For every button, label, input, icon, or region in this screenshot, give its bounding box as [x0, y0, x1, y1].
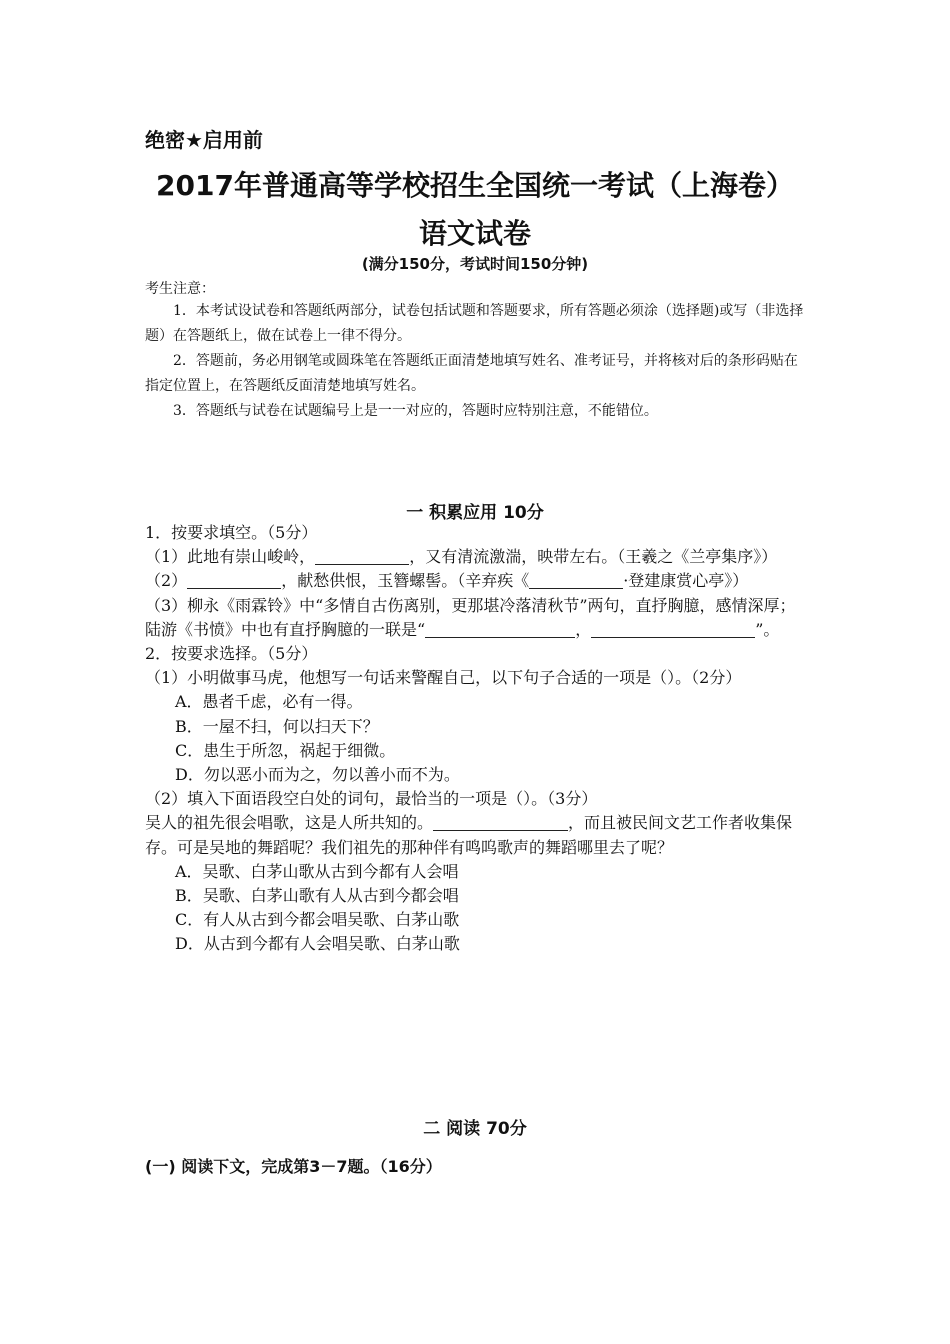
option-a: A．愚者千虑，必有一得。	[175, 692, 363, 712]
option-d: D．从古到今都有人会唱吴歌、白茅山歌	[175, 934, 460, 954]
option-a: A．吴歌、白茅山歌从古到今都有人会唱	[175, 861, 459, 881]
fill-blank	[187, 572, 281, 589]
fill-blank	[425, 621, 575, 638]
question-1-part-1: （1）此地有崇山峻岭， ，又有清流激湍，映带左右。（王羲之《兰亭集序》）	[145, 547, 778, 567]
section-title-accumulation: 一 积累应用 10分	[406, 503, 544, 523]
question-2-passage: 吴人的祖先很会唱歌，这是人所共知的。 ，而且被民间文艺工作者收集保存。可是吴地的舞蹈呢？我们祖先的那种伴有鸣呜歌声的舞蹈哪里去了呢？	[145, 813, 793, 857]
question-1-stem: 1．按要求填空。（5分）	[145, 523, 318, 542]
option-d: D．勿以恶小而为之，勿以善小而不为。	[175, 765, 460, 785]
option-c: C．有人从古到今都会唱吴歌、白茅山歌	[175, 910, 460, 930]
secret-label: 绝密★启用前	[145, 128, 263, 152]
fill-blank	[529, 572, 623, 589]
option-c: C．患生于所忽，祸起于细微。	[175, 740, 396, 760]
question-2-stem: 2．按要求选择。（5分）	[145, 644, 318, 664]
notice-item: 1．本考试设试卷和答题纸两部分，试卷包括试题和答题要求，所有答题必须涂（选择题)或写（非选择题）在答题纸上，做在试卷上一律不得分。	[145, 303, 804, 344]
question-2-sub-1: （1）小明做事马虎，他想写一句话来警醒自己，以下句子合适的一项是（）。（2分）	[145, 668, 742, 688]
exam-subtitle: (满分150分，考试时间150分钟)	[361, 255, 589, 273]
question-1-part-3: （3）柳永《雨霖铃》中“多情自古伤离别，更那堪冷落清秋节”两句，直抒胸臆，感情深厚；陆游《书愤》中也有直抒胸臆的一联是“ ， ”。	[145, 595, 796, 639]
section-title-reading: 二 阅读 70分	[423, 1119, 527, 1139]
question-2-sub-2: （2）填入下面语段空白处的词句，最恰当的一项是（）。（3分）	[145, 789, 598, 809]
notice-list	[145, 299, 810, 424]
exam-title: 2017年普通高等学校招生全国统一考试（上海卷）	[156, 169, 794, 202]
section1-questions	[145, 521, 810, 957]
fill-blank	[433, 814, 568, 831]
option-b: B．一屋不扫，何以扫天下？	[175, 716, 379, 736]
notice-item: 2．答题前，务必用钢笔或圆珠笔在答题纸正面清楚地填写姓名、准考证号，并将核对后的条形码贴在指定位置上，在答题纸反面清楚地填写姓名。	[145, 353, 798, 394]
option-b: B．吴歌、白茅山歌有人从古到今都会唱	[175, 886, 459, 906]
fill-blank	[591, 621, 605, 638]
question-1-part-2: （2） ，献愁供恨，玉簪螺髻。（辛弃疾《 ·登建康赏心亭》）	[145, 571, 749, 591]
fill-blank	[605, 621, 755, 638]
fill-blank	[315, 548, 409, 565]
notice-item: 3．答题纸与试卷在试题编号上是一一对应的，答题时应特别注意，不能错位。	[173, 403, 658, 419]
paper-title: 语文试卷	[418, 217, 531, 250]
notice-heading: 考生注意：	[145, 281, 215, 297]
reading-1-heading: (一) 阅读下文，完成第3－7题。（16分）	[145, 1157, 442, 1176]
